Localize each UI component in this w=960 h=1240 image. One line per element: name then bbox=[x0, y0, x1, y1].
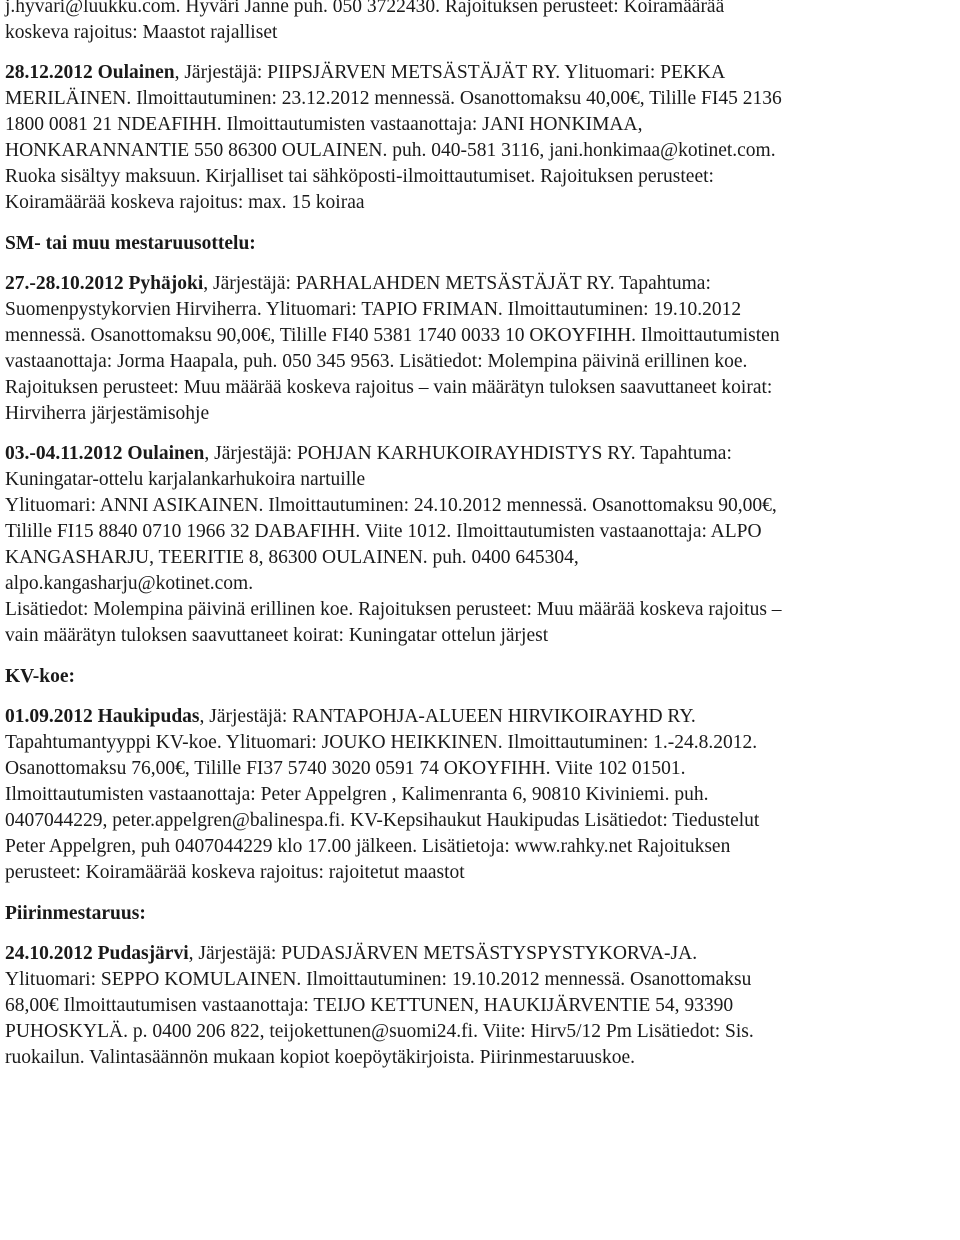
event-organizer: , Järjestäjä: PIIPSJÄRVEN METSÄSTÄJÄT RY. Ylituomari: PEKKA bbox=[174, 62, 726, 83]
event-first-line bbox=[5, 60, 955, 86]
text-line: Kuningatar-ottelu karjalankarhukoira nartuille bbox=[5, 469, 366, 490]
text-line: alpo.kangasharju@kotinet.com. bbox=[5, 573, 254, 594]
text-line: Ylituomari: SEPPO KOMULAINEN. Ilmoittautuminen: 19.10.2012 mennessä. Osanottomaksu bbox=[5, 969, 752, 990]
event-first-line bbox=[5, 941, 955, 967]
section-heading-sm: SM- tai muu mestaruusottelu: bbox=[5, 233, 256, 254]
text-line: j.hyvari@luukku.com. Hyväri Janne puh. 050 3722430. Rajoituksen perusteet: Koiramäärää bbox=[5, 0, 725, 17]
section-heading-kv: KV-koe: bbox=[5, 666, 76, 687]
text-line: HONKARANNANTIE 550 86300 OULAINEN. puh. 040-581 3116, jani.honkimaa@kotinet.com. bbox=[5, 140, 776, 161]
text-line: Rajoituksen perusteet: Muu määrää koskeva rajoitus – vain määrätyn tuloksen saavuttaneet koirat: bbox=[5, 377, 773, 398]
event-organizer: , Järjestäjä: POHJAN KARHUKOIRAYHDISTYS RY. Tapahtuma: bbox=[204, 443, 732, 464]
text-line: 1800 0081 21 NDEAFIHH. Ilmoittautumisten vastaanottaja: JANI HONKIMAA, bbox=[5, 114, 643, 135]
event-entry-pyhajoki bbox=[5, 271, 955, 427]
text-line: Hirviherra järjestämisohje bbox=[5, 403, 210, 424]
text-line: Ylituomari: ANNI ASIKAINEN. Ilmoittautuminen: 24.10.2012 mennessä. Osanottomaksu 90,00€, bbox=[5, 495, 777, 516]
text-line: vastaanottaja: Jorma Haapala, puh. 050 345 9563. Lisätiedot: Molempina päivinä erillinen koe. bbox=[5, 351, 748, 372]
event-first-line bbox=[5, 271, 955, 297]
text-line: 0407044229, peter.appelgren@balinespa.fi. KV-Kepsihaukut Haukipudas Lisätiedot: Tiedustelut bbox=[5, 810, 760, 831]
event-date-place: 01.09.2012 Haukipudas bbox=[5, 706, 200, 727]
text-line: ruokailun. Valintasäännön mukaan kopiot koepöytäkirjoista. Piirinmestaruuskoe. bbox=[5, 1047, 636, 1068]
paragraph-block-0 bbox=[5, 0, 955, 46]
section-heading-piiri: Piirinmestaruus: bbox=[5, 903, 146, 924]
text-line: Ilmoittautumisten vastaanottaja: Peter Appelgren , Kalimenranta 6, 90810 Kiviniemi. puh. bbox=[5, 784, 709, 805]
event-organizer: , Järjestäjä: RANTAPOHJA-ALUEEN HIRVIKOIRAYHD RY. bbox=[199, 706, 696, 727]
text-line: mennessä. Osanottomaksu 90,00€, Tilille FI40 5381 1740 0033 10 OKOYFIHH. Ilmoittautumisten bbox=[5, 325, 780, 346]
event-first-line bbox=[5, 704, 955, 730]
event-first-line bbox=[5, 441, 955, 467]
text-line: Lisätiedot: Molempina päivinä erillinen koe. Rajoituksen perusteet: Muu määrää koskeva rajoitus – bbox=[5, 599, 782, 620]
document-page bbox=[5, 0, 955, 1071]
text-line: Ruoka sisältyy maksuun. Kirjalliset tai sähköposti-ilmoittautumiset. Rajoituksen perusteet: bbox=[5, 166, 714, 187]
text-line: Osanottomaksu 76,00€, Tilille FI37 5740 3020 0591 74 OKOYFIHH. Viite 102 01501. bbox=[5, 758, 686, 779]
text-line: Koiramäärää koskeva rajoitus: max. 15 koiraa bbox=[5, 192, 365, 213]
text-line: perusteet: Koiramäärää koskeva rajoitus: rajoitetut maastot bbox=[5, 862, 465, 883]
text-line: MERILÄINEN. Ilmoittautuminen: 23.12.2012 mennessä. Osanottomaksu 40,00€, Tilille FI45 2136 bbox=[5, 88, 782, 109]
event-organizer: , Järjestäjä: PUDASJÄRVEN METSÄSTYSPYSTYKORVA-JA. bbox=[188, 943, 698, 964]
event-entry-oulainen-0311 bbox=[5, 441, 955, 649]
event-date-place: 03.-04.11.2012 Oulainen bbox=[5, 443, 205, 464]
event-date-place: 24.10.2012 Pudasjärvi bbox=[5, 943, 189, 964]
text-line: Tilille FI15 8840 0710 1966 32 DABAFIHH. Viite 1012. Ilmoittautumisten vastaanottaja: ALPO bbox=[5, 521, 762, 542]
event-date-place: 27.-28.10.2012 Pyhäjoki bbox=[5, 273, 204, 294]
event-entry-haukipudas bbox=[5, 704, 955, 886]
text-line: Peter Appelgren, puh 0407044229 klo 17.00 jälkeen. Lisätietoja: www.rahky.net Rajoituksen bbox=[5, 836, 731, 857]
event-date-place: 28.12.2012 Oulainen bbox=[5, 62, 175, 83]
text-line: vain määrätyn tuloksen saavuttaneet koirat: Kuningatar ottelun järjest bbox=[5, 625, 549, 646]
text-line: Tapahtumantyyppi KV-koe. Ylituomari: JOUKO HEIKKINEN. Ilmoittautuminen: 1.-24.8.2012. bbox=[5, 732, 758, 753]
event-entry-pudasjarvi bbox=[5, 941, 955, 1071]
event-organizer: , Järjestäjä: PARHALAHDEN METSÄSTÄJÄT RY. Tapahtuma: bbox=[203, 273, 711, 294]
text-line: 68,00€ Ilmoittautumisen vastaanottaja: TEIJO KETTUNEN, HAUKIJÄRVENTIE 54, 93390 bbox=[5, 995, 734, 1016]
text-line: koskeva rajoitus: Maastot rajalliset bbox=[5, 22, 278, 43]
event-entry-oulainen-2812 bbox=[5, 60, 955, 216]
text-line: KANGASHARJU, TEERITIE 8, 86300 OULAINEN. puh. 0400 645304, bbox=[5, 547, 579, 568]
text-line: Suomenpystykorvien Hirviherra. Ylituomari: TAPIO FRIMAN. Ilmoittautuminen: 19.10.2012 bbox=[5, 299, 742, 320]
text-line: PUHOSKYLÄ. p. 0400 206 822, teijokettunen@suomi24.fi. Viite: Hirv5/12 Pm Lisätiedot: Sis. bbox=[5, 1021, 754, 1042]
